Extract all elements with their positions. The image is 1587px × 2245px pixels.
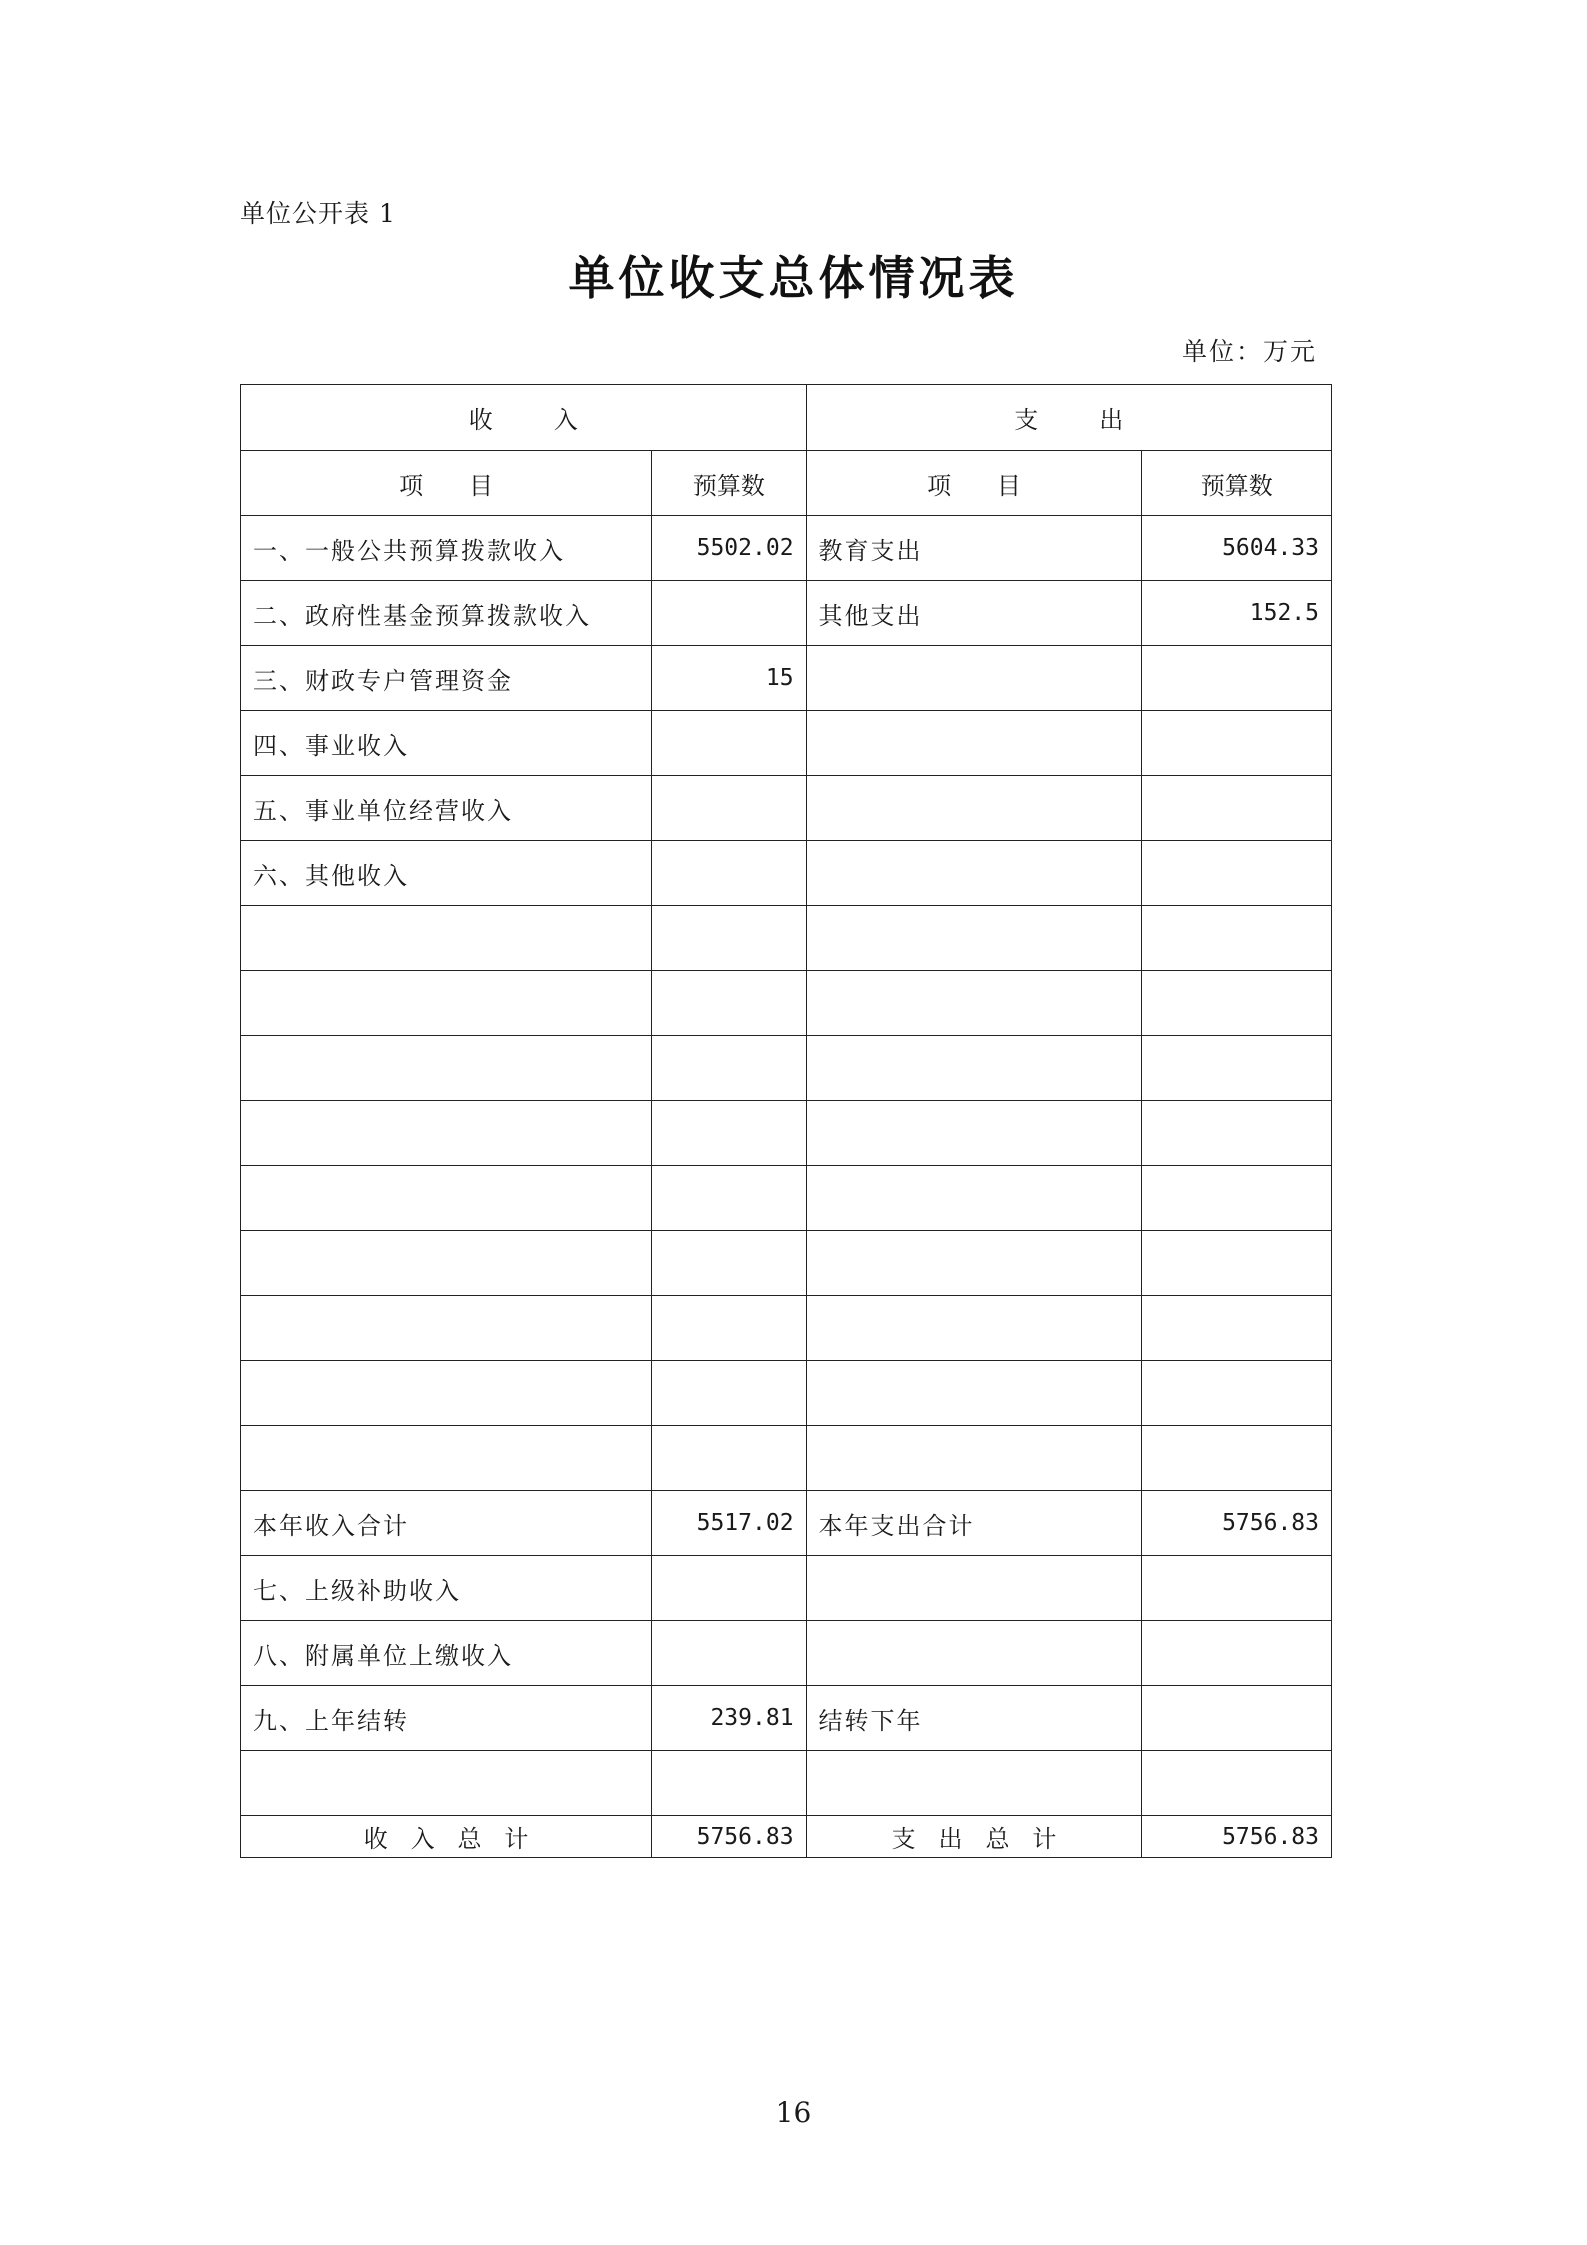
- document-label: 单位公开表 1: [240, 199, 396, 228]
- expense-item-cell: 其他支出: [806, 581, 1142, 646]
- income-item-cell: [241, 1036, 652, 1101]
- expense-item-column-header: 项 目: [806, 451, 1142, 516]
- income-total-amount: 5756.83: [652, 1816, 806, 1858]
- expense-item-cell: [806, 776, 1142, 841]
- expense-amount-cell: [1142, 1426, 1332, 1491]
- income-item-cell: [241, 1426, 652, 1491]
- table-row: [241, 581, 1332, 646]
- expense-item-cell: [806, 646, 1142, 711]
- table-row: [241, 1036, 1332, 1101]
- table-row: [241, 971, 1332, 1036]
- expense-item-cell: 本年支出合计: [806, 1491, 1142, 1556]
- table-row: [241, 841, 1332, 906]
- table-row: [241, 1101, 1332, 1166]
- budget-table-body: [241, 385, 1332, 1858]
- expense-amount-cell: [1142, 841, 1332, 906]
- income-amount-cell: [652, 1166, 806, 1231]
- income-amount-cell: 239.81: [652, 1686, 806, 1751]
- expense-amount-cell: [1142, 776, 1332, 841]
- expense-amount-cell: 152.5: [1142, 581, 1332, 646]
- expense-item-cell: [806, 1361, 1142, 1426]
- column-header-row: [241, 451, 1332, 516]
- income-item-cell: 八、附属单位上缴收入: [241, 1621, 652, 1686]
- income-item-cell: 五、事业单位经营收入: [241, 776, 652, 841]
- expense-item-cell: 结转下年: [806, 1686, 1142, 1751]
- expense-total-label: 支 出 总 计: [806, 1816, 1142, 1858]
- table-row: [241, 1556, 1332, 1621]
- expense-item-cell: [806, 971, 1142, 1036]
- income-item-cell: 九、上年结转: [241, 1686, 652, 1751]
- income-item-cell: [241, 971, 652, 1036]
- table-row: [241, 711, 1332, 776]
- income-amount-cell: [652, 1101, 806, 1166]
- income-item-cell: [241, 1101, 652, 1166]
- expense-amount-cell: [1142, 1621, 1332, 1686]
- expense-amount-cell: [1142, 1556, 1332, 1621]
- income-item-cell: [241, 1296, 652, 1361]
- expense-amount-cell: [1142, 1361, 1332, 1426]
- table-row: [241, 1231, 1332, 1296]
- expense-amount-cell: 5756.83: [1142, 1491, 1332, 1556]
- expense-item-cell: [806, 1751, 1142, 1816]
- income-amount-cell: [652, 1296, 806, 1361]
- income-amount-cell: [652, 971, 806, 1036]
- expense-item-cell: [806, 841, 1142, 906]
- expense-budget-column-header: 预算数: [1142, 451, 1332, 516]
- expense-amount-cell: [1142, 1686, 1332, 1751]
- expense-item-cell: [806, 1101, 1142, 1166]
- income-total-label: 收 入 总 计: [241, 1816, 652, 1858]
- income-amount-cell: [652, 1426, 806, 1491]
- income-item-cell: 七、上级补助收入: [241, 1556, 652, 1621]
- table-row: [241, 1751, 1332, 1816]
- expense-amount-cell: [1142, 1231, 1332, 1296]
- income-item-cell: [241, 1361, 652, 1426]
- total-row: [241, 1816, 1332, 1858]
- income-amount-cell: [652, 1361, 806, 1426]
- income-amount-cell: [652, 776, 806, 841]
- expense-amount-cell: [1142, 1296, 1332, 1361]
- expense-amount-cell: [1142, 971, 1332, 1036]
- unit-label: 单位：万元: [1181, 337, 1317, 366]
- income-amount-cell: [652, 1231, 806, 1296]
- income-amount-cell: [652, 906, 806, 971]
- expense-item-cell: 教育支出: [806, 516, 1142, 581]
- expense-amount-cell: [1142, 646, 1332, 711]
- expense-item-cell: [806, 1036, 1142, 1101]
- expense-section-header: 支 出: [806, 385, 1331, 451]
- expense-amount-cell: [1142, 711, 1332, 776]
- income-item-cell: [241, 906, 652, 971]
- income-amount-cell: [652, 711, 806, 776]
- expense-amount-cell: [1142, 1036, 1332, 1101]
- table-row: [241, 1491, 1332, 1556]
- expense-amount-cell: [1142, 1166, 1332, 1231]
- expense-total-amount: 5756.83: [1142, 1816, 1332, 1858]
- income-amount-cell: [652, 1751, 806, 1816]
- page-number: 16: [775, 2096, 812, 2129]
- table-row: [241, 906, 1332, 971]
- budget-table: [240, 384, 1332, 1858]
- income-amount-cell: 5502.02: [652, 516, 806, 581]
- expense-item-cell: [806, 906, 1142, 971]
- income-item-column-header: 项 目: [241, 451, 652, 516]
- income-amount-cell: [652, 1621, 806, 1686]
- income-item-cell: 三、财政专户管理资金: [241, 646, 652, 711]
- table-row: [241, 516, 1332, 581]
- income-item-cell: 二、政府性基金预算拨款收入: [241, 581, 652, 646]
- income-item-cell: 四、事业收入: [241, 711, 652, 776]
- income-amount-cell: [652, 1036, 806, 1101]
- income-amount-cell: 15: [652, 646, 806, 711]
- section-header-row: [241, 385, 1332, 451]
- table-row: [241, 1296, 1332, 1361]
- income-item-cell: 一、一般公共预算拨款收入: [241, 516, 652, 581]
- table-row: [241, 1166, 1332, 1231]
- expense-item-cell: [806, 1426, 1142, 1491]
- table-row: [241, 646, 1332, 711]
- income-item-cell: 本年收入合计: [241, 1491, 652, 1556]
- income-budget-column-header: 预算数: [652, 451, 806, 516]
- table-row: [241, 1621, 1332, 1686]
- table-row: [241, 1361, 1332, 1426]
- table-row: [241, 1426, 1332, 1491]
- expense-item-cell: [806, 1621, 1142, 1686]
- income-amount-cell: 5517.02: [652, 1491, 806, 1556]
- expense-item-cell: [806, 1296, 1142, 1361]
- income-item-cell: [241, 1751, 652, 1816]
- income-item-cell: [241, 1166, 652, 1231]
- income-item-cell: 六、其他收入: [241, 841, 652, 906]
- expense-amount-cell: [1142, 1101, 1332, 1166]
- expense-item-cell: [806, 711, 1142, 776]
- expense-amount-cell: [1142, 906, 1332, 971]
- expense-item-cell: [806, 1166, 1142, 1231]
- income-amount-cell: [652, 841, 806, 906]
- expense-amount-cell: [1142, 1751, 1332, 1816]
- income-section-header: 收 入: [241, 385, 807, 451]
- expense-item-cell: [806, 1231, 1142, 1296]
- page-title: 单位收支总体情况表: [568, 251, 1019, 305]
- table-row: [241, 776, 1332, 841]
- table-row: [241, 1686, 1332, 1751]
- expense-amount-cell: 5604.33: [1142, 516, 1332, 581]
- income-amount-cell: [652, 581, 806, 646]
- expense-item-cell: [806, 1556, 1142, 1621]
- income-amount-cell: [652, 1556, 806, 1621]
- income-item-cell: [241, 1231, 652, 1296]
